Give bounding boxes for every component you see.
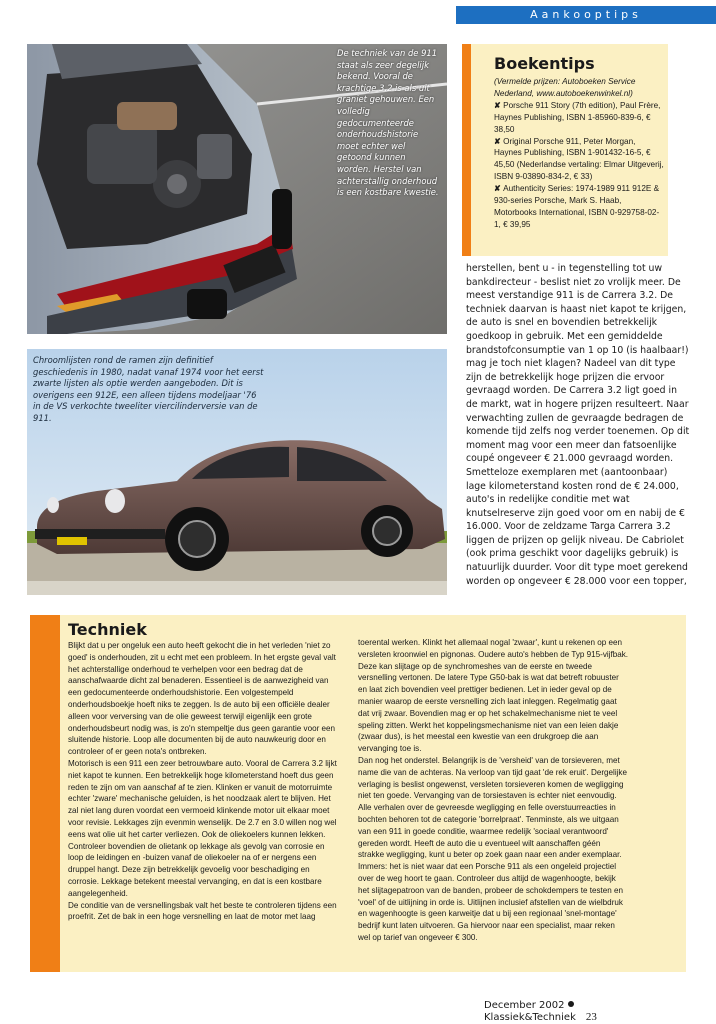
techniek-paragraph: Blijkt dat u per ongeluk een auto heeft gekocht die in het verleden 'niet zo goed' is onderhouden, zit u echt met een probleem. In het ergste geval valt het achterstallige onderhoud te verhelpen voor een bedrag dat de aanschafwaarde dicht zal benaderen. Essentieel is de aanwezigheid van een gedocumenteerde onderhoudshistorie. Een volgestempeld onderhoudsboekje hoeft niks te zeggen. Is de auto bij een officiële dealer alleen voor verversing van de olie geweest terwijl eigenlijk een grote onderhoudsbeurt nodig was, is zo'n stempeltje dus geen garantie voor een sluitende historie. Loop alle documenten bij de auto nauwkeurig door en controleer of er geen nota's ontbreken. [68, 641, 336, 757]
engine-photo-caption: De techniek van de 911 staat als zeer degelijk bekend. Vooral de krachtige 3.2 is als uit graniet gehouwen. Een volledig gedocumenteerde onderhoudshistorie moet echter wel getoond kunnen worden. Herstel van achterstallig onderhoud is een kostbare kwestie. [337, 48, 439, 198]
cross-icon: ✘ [494, 136, 504, 146]
techniek-right-column [358, 637, 628, 944]
page-footer [484, 1000, 684, 1023]
book-tips-box [462, 44, 668, 256]
article-paragraph: herstellen, bent u - in tegenstelling tot uw bankdirecteur - beslist niet zo vrolijk meer. De meest verstandige 911 is de Carrera 3.2. De techniek daarvan is haast niet kapot te krijgen, de auto is snel en bovendien betrekkelijk goedkoop in gebruik. Met een gemiddelde brandstofconsumptie van 1 op 10 (is haalbaar!) mag je toch niet klagen? Nadeel van dit type zijn de betrekkelijk hoge prijzen die ervoor gevraagd worden. De Carrera 3.2 ligt goed in de markt, wat in hogere prijzen resulteert. Naar verwachting zullen de gevraagde bedragen de komende tijd zelfs nog verder toenemen. Op dit moment mag voor een meer dan fatsoenlijke coupé ongeveer € 21.000 gevraagd worden. Smetteloze exemplaren met (aantoonbaar) lage kilometerstand kosten rond de € 24.000, auto's in redelijke conditie met wat knutselreserve zijn goed voor om en nabij de € 16.000. Voor de zeldzame Targa Carrera 3.2 liggen de prijzen op gelijk niveau. De Cabriolet (ook prima geschikt voor dagelijks gebruik) is natuurlijk duurder. Voor dit type moet gerekend worden op ongeveer € 28.000 voor een topper, [466, 263, 690, 587]
coupe-photo-caption: Chroomlijsten rond de ramen zijn definitief geschiedenis in 1980, nadat vanaf 1974 voor het eerst zwarte lijsten als optie werden aangeboden. Dit is overigens een 912E, een alleen tijdens modeljaar '76 in de VS verkochte tweeliter viercilinderversie van de 911. [33, 355, 264, 423]
techniek-box [30, 615, 686, 972]
issue-date: December 2002 [484, 1000, 565, 1011]
book-entry: ✘ Original Porsche 911, Peter Morgan, Haynes Publishing, ISBN 1-901432-16-5, € 45,50 (Nederlandse vertaling: Elmar Uitgeverij, ISBN 9-03890-834-2, € 33) [494, 136, 664, 182]
techniek-accent-bar [30, 615, 60, 972]
book-entry: ✘ Porsche 911 Story (7th edition), Paul Frère, Haynes Publishing, ISBN 1-85960-839-6, € 38,50 [494, 100, 661, 134]
bullet-icon [568, 1001, 574, 1007]
cross-icon: ✘ [494, 184, 504, 194]
techniek-paragraph: De conditie van de versnellingsbak valt het beste te controleren tijdens een proefrit. Zet de bak in een hoge versnelling en laat de motor met laag [68, 900, 337, 922]
page-number: 23 [585, 1011, 597, 1023]
book-tips-source: (Vermelde prijzen: Autoboeken Service Nederland, www.autoboekenwinkel.nl) [494, 77, 636, 98]
cross-icon: ✘ [494, 100, 504, 110]
magazine-name: Klassiek&Techniek [484, 1012, 576, 1023]
techniek-paragraph: Dan nog het onderstel. Belangrijk is de 'versheid' van de torsieveren, met name die van de achteras. Na verloop van tijd gaat 'de rek eruit'. Dergelijke verlaging is beslist ongewenst, versleten torsieveren komen de wegligging niet ten goede. Vervanging van de torsiestaven is echter niet eenvoudig. Alle verhalen over de gevreesde wegligging en felle overstuurreacties in bochten behoren tot de categorie 'borrelpraat'. Tenminste, als we uitgaan van een 911 in goede conditie, waarmee redelijk 'sociaal verantwoord' gereden wordt. Heeft de auto die u eventueel wilt aanschaffen géén strakke wegligging, kunt u beter op zoek gaan naar een ander exemplaar. Immers: het is niet waar dat een Porsche 911 als een ongeleid projectiel over de weg hoort te gaan. Controleer dus altijd de wagenhoogte, bekijk het slijtagepatroon van de banden, probeer de schokdempers te testen en 'voel' of de uitlijning in orde is. Uitlijnen inclusief afstellen van de wielbdruk en wagenhoogte is geen karweitje dat u bij een regionaal 'snel-montage' bedrijf kunt laten uitvoeren. Ga hiervoor naar een specialist, maar reken wel op tarief van ongeveer € 300. [358, 755, 627, 942]
book-tips-title: Boekentips [494, 54, 595, 73]
techniek-paragraph: toerental werken. Klinkt het allemaal nogal 'zwaar', kunt u rekenen op een versleten kroonwiel en pignonas. Oudere auto's hebben de Typ 915-vijfbak. Deze kan slijtage op de synchromeshes van de eerste en tweede versnelling vertonen. De latere Type G50-bak is wat dat betreft robuuster en laat zich bovendien veel prettiger bedienen. Let in ieder geval op de manier waarop de eerste versnelling zich laat inleggen. Regelmatig gaat dat vrij zwaar. Bovendien mag er op het schakelmechanisme niet te veel speling zitten. Werkt het koppelingsmechanisme niet van een leien dakje (zwaar dus), is het meestal een kwestie van een drukgroep die aan vervanging toe is. [358, 638, 629, 754]
techniek-paragraph: Motorisch is een 911 een zeer betrouwbare auto. Vooral de Carrera 3.2 lijkt niet kapot te kunnen. Een betrekkelijk hoge kilometerstand hoeft dus geen reden te zijn om van aanschaf af te zien. Klinken er vanuit de motorruimte echter 'zware' mechanische geluiden, is het noodzaak alert te blijven. Het zal niet lang duren voordat een vermoeid klinkende motor uit elkaar moet voor revisie. Lekkages zijn evenmin wenselijk. De 2.7 en 3.0 willen nog wel eens wat olie uit het carter verliezen. Ook de oliekoelers kunnen lekken. Controleer bovendien de olietank op lekkage als gevolg van corrosie en loop de leidingen en -buizen vanaf de oliekoeler na of er nergens een druppel hangt. Deze zijn betrekkelijk gevoelig voor beschadiging en corrosie. Lekkage betekent meestal vervanging, en dat is een kostbare aangelegenheid. [68, 758, 337, 898]
techniek-title: Techniek [68, 620, 147, 639]
section-header-tab: Aankooptips [456, 6, 716, 24]
book-entry: ✘ Authenticity Series: 1974-1989 911 912E & 930-series Porsche, Mark S. Haab, Motorbooks International, ISBN 0-929758-02-1, € 39,95 [494, 184, 660, 229]
book-tips-body [494, 76, 664, 231]
techniek-left-column [68, 640, 338, 923]
book-tips-accent-bar [462, 44, 471, 256]
article-right-column [466, 262, 690, 588]
